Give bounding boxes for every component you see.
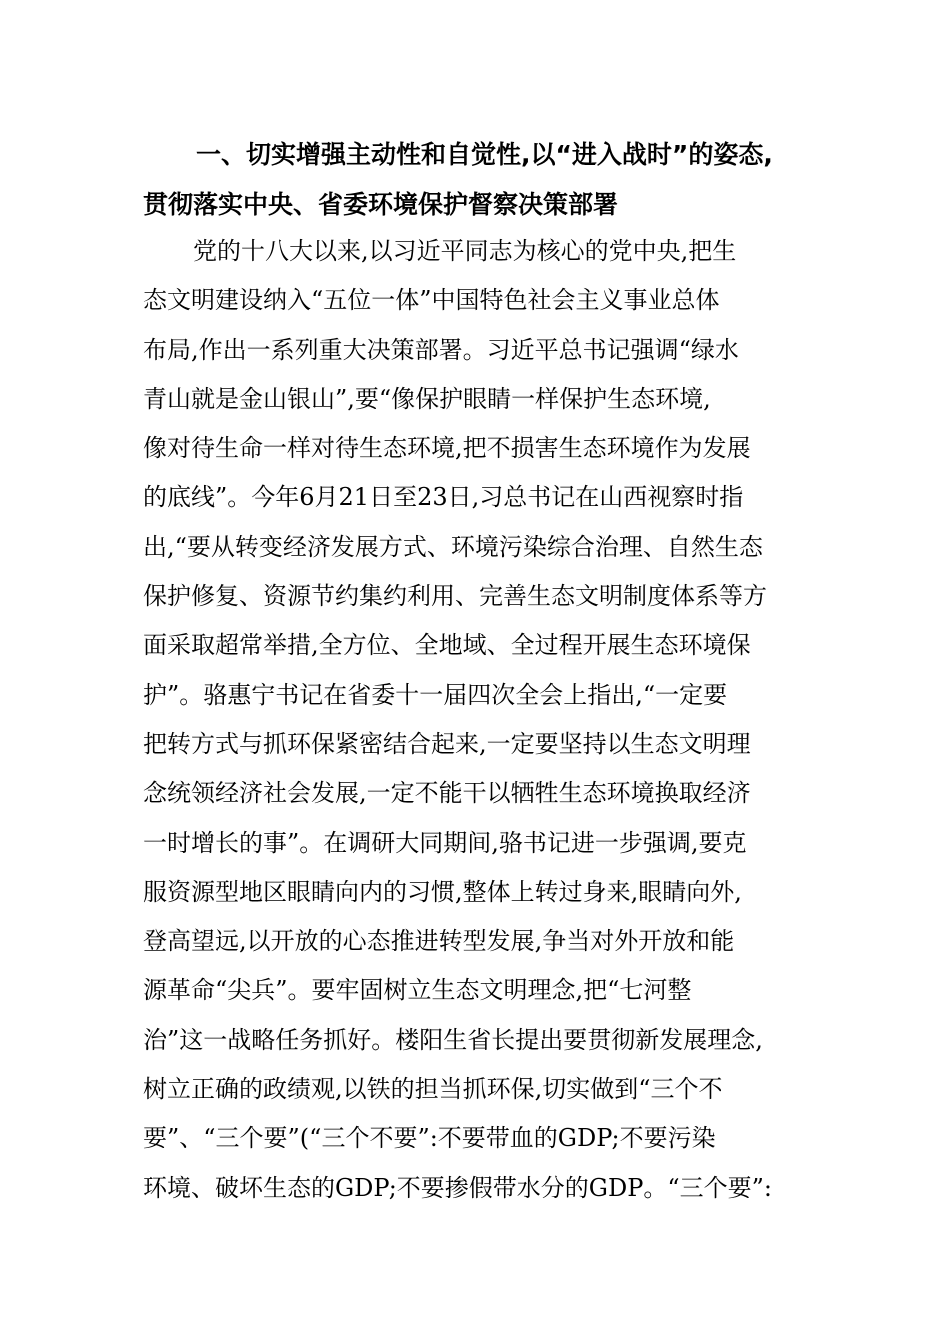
paragraph-line: 源革命“尖兵”。要牢固树立生态文明理念,把“七河整 xyxy=(143,976,692,1005)
paragraph-line: 保护修复、资源节约集约利用、完善生态文明制度体系等方 xyxy=(143,582,767,611)
paragraph-line: 治”这一战略任务抓好。楼阳生省长提出要贯彻新发展理念, xyxy=(143,1025,763,1054)
paragraph-line: 护”。骆惠宁书记在省委十一届四次全会上指出,“一定要 xyxy=(143,680,728,709)
paragraph-line: 态文明建设纳入“五位一体”中国特色社会主义事业总体 xyxy=(143,286,720,315)
paragraph-line: 服资源型地区眼睛向内的习惯,整体上转过身来,眼睛向外, xyxy=(143,877,742,906)
paragraph-line: 面采取超常举措,全方位、全地域、全过程开展生态环境保 xyxy=(143,631,751,660)
heading-line: 一、切实增强主动性和自觉性,以“进入战时”的姿态, xyxy=(196,140,773,169)
paragraph-line: 像对待生命一样对待生态环境,把不损害生态环境作为发展 xyxy=(143,434,751,463)
paragraph-line: 布局,作出一系列重大决策部署。习近平总书记强调“绿水 xyxy=(143,335,739,364)
heading-line: 贯彻落实中央、省委环境保护督察决策部署 xyxy=(143,190,619,219)
paragraph-line: 出,“要从转变经济发展方式、环境污染综合治理、自然生态 xyxy=(143,532,763,561)
paragraph-line: 青山就是金山银山”,要“像保护眼睛一样保护生态环境, xyxy=(143,384,711,413)
paragraph-line: 党的十八大以来,以习近平同志为核心的党中央,把生 xyxy=(193,237,737,265)
paragraph-line: 的底线”。今年6月21日至23日,习总书记在山西视察时指 xyxy=(143,483,744,512)
paragraph-line: 一时增长的事”。在调研大同期间,骆书记进一步强调,要克 xyxy=(143,828,747,857)
section-heading xyxy=(143,130,815,230)
paragraph-line: 环境、破坏生态的GDP;不要掺假带水分的GDP。“三个要”: xyxy=(143,1173,772,1202)
paragraph-line: 树立正确的政绩观,以铁的担当抓环保,切实做到“三个不 xyxy=(143,1075,723,1104)
paragraph-line: 要”、“三个要”(“三个不要”:不要带血的GDP;不要污染 xyxy=(143,1124,716,1153)
paragraph-line: 念统领经济社会发展,一定不能干以牺牲生态环境换取经济 xyxy=(143,779,751,808)
body-paragraph xyxy=(143,227,815,1213)
paragraph-line: 把转方式与抓环保紧密结合起来,一定要坚持以生态文明理 xyxy=(143,729,751,758)
paragraph-line: 登高望远,以开放的心态推进转型发展,争当对外开放和能 xyxy=(143,927,735,956)
